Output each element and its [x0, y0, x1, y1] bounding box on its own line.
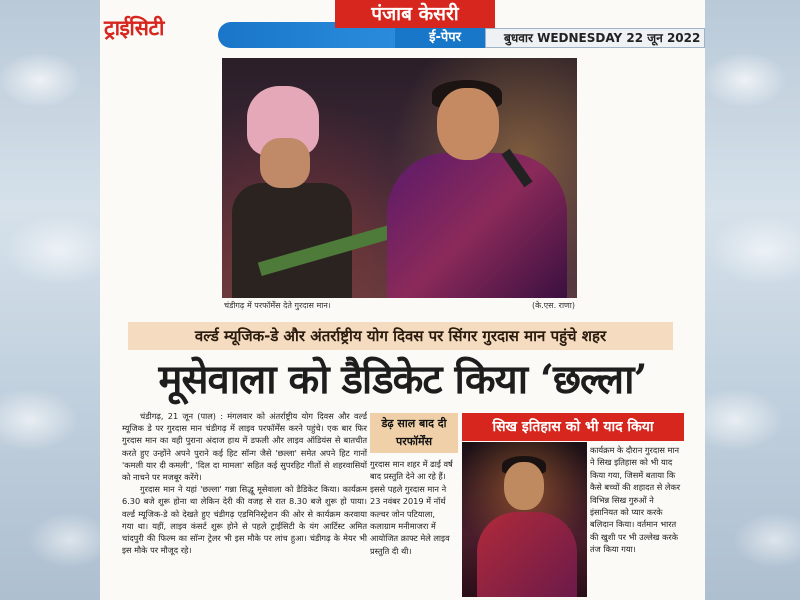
sidebar-box-text: गुरदास मान शहर में ढाई वर्ष बाद प्रस्तुति देने आ रहे हैं। इससे पहले गुरदास मान ने 23 नवंबर 2019 में नॉर्थ कल्चर जोन पटियाला, कलाग्राम मनीमाजरा में आयोजित क्राफ्ट मेले लाइव प्रस्तुति दी थी।: [370, 459, 453, 556]
newspaper-logo: पंजाब केसरी: [335, 0, 495, 28]
headline: मूसेवाला को डैडिकेट किया ‘छल्ला’: [158, 356, 647, 403]
sidebar-box-title: डेढ़ साल बाद दी परफॉर्मेंस: [370, 413, 458, 453]
subheadline: वर्ल्ड म्यूजिक-डे और अंतर्राष्ट्रीय योग दिवस पर सिंगर गुरदास मान पहुंचे शहर: [128, 322, 673, 350]
background-right: [705, 0, 800, 600]
caption-text: चंडीगढ़ में परफॉर्मेंस देते गुरदास मान।: [224, 301, 331, 310]
newspaper-page: [100, 0, 705, 600]
background-left: [0, 0, 100, 600]
edition-name: ट्राईसिटी: [104, 16, 164, 40]
date-line: बुधवार WEDNESDAY 22 जून 2022: [485, 28, 705, 48]
article-body: [122, 410, 367, 600]
photo-caption: [222, 299, 577, 313]
sikh-history-text: कार्यक्रम के दौरान गुरदास मान ने सिख इतिहास को भी याद किया गया, जिसमें बताया कि कैसे बच्चों की शहादत से लेकर विभिन्न सिख गुरुओं ने इंसानियत को प्यार करके बलिदान किया। वर्तमान भारत की खुशी पर भी उल्लेख करके तंज किया गया।: [590, 445, 681, 555]
photo-credit: (के.एस. राणा): [531, 301, 575, 310]
epaper-label: ई-पेपर: [395, 28, 495, 48]
article-paragraph: चंडीगढ़, 21 जून (पाल) : मंगलवार को अंतर्राष्ट्रीय योग दिवस और वर्ल्ड म्यूजिक डे पर गुरदास मान चंडीगढ़ में लाइव परफॉर्मेंस करने पहुंचे। एक बार फिर गुरदास मान का वही पुराना अंदाज हाथ में डफली और लाइव ऑडियंस से बातचीत करते हुए उन्होंने अपने पुराने कई हिट सॉन्ग जैसे 'छल्ला' समेत अपने हिट गानों 'कमली यार दी कमली', 'दिल दा मामला' सहित कई सुपरहिट गीतों से शहरवासियों को नाचने पर मजबूर करेंगे।: [122, 411, 367, 483]
secondary-photo: [462, 442, 587, 597]
sikh-history-title: सिख इतिहास को भी याद किया: [462, 413, 684, 441]
masthead: [100, 0, 705, 52]
lead-photo: [222, 58, 577, 298]
article-paragraph: गुरदास मान ने यहां 'छल्ला' गन्ना सिद्धू मूसेवाला को डैडिकेट किया। कार्यक्रम 6.30 बजे शुरू होना था लेकिन देरी की वजह से रात 8.30 बजे शुरू हो पाया। वर्ल्ड म्यूजिक-डे को देखते हुए चंडीगढ़ एडमिनिस्ट्रेशन की ओर से कार्यक्रम करवाया गया था। यहीं, लाइव कंसर्ट शुरू होने से पहले ट्राईसिटी के यंग आर्टिस्ट अमित चांदपुरी की फिल्म का सॉन्ग ट्रेलर भी इस मौके पर लांच हुआ। चंडीगढ़ के मेयर भी इस मौके पर मौजूद रहे।: [122, 484, 367, 556]
